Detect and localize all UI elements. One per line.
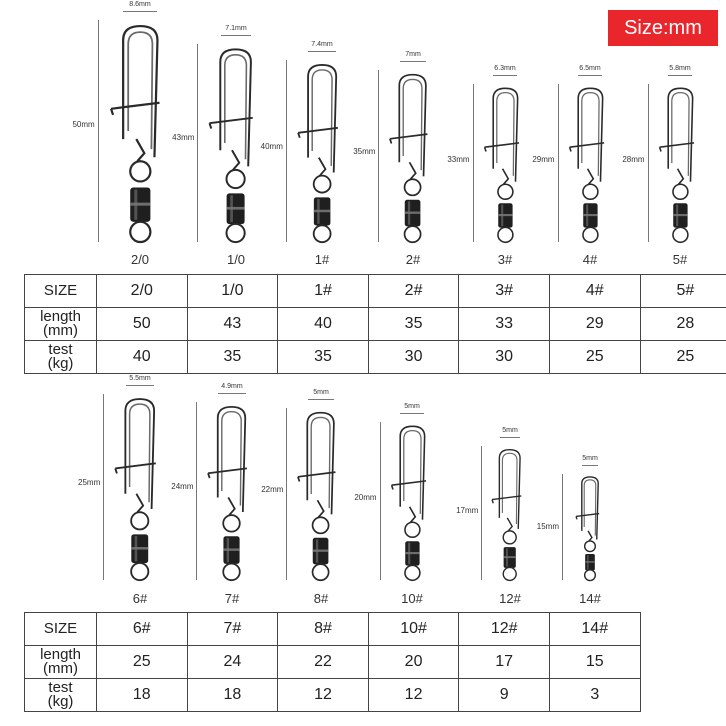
width-label: 8.6mm [129, 1, 151, 8]
barrel-highlight [408, 543, 410, 565]
swivel-item [111, 394, 168, 580]
snap-clip-inner [312, 70, 332, 166]
table-cell: 24 [187, 646, 278, 679]
row-header-text: test [48, 341, 73, 358]
snap-swivel-drawing [111, 394, 168, 580]
swivel-item [386, 70, 439, 242]
snap-clip-inner [496, 93, 513, 176]
table-cell: 25 [549, 341, 640, 374]
barrel-highlight [231, 195, 234, 222]
swivel-wire [319, 158, 326, 176]
length-label: 17mm [456, 506, 479, 516]
table-cell: 25 [97, 646, 188, 679]
table-cell: 1# [278, 275, 369, 308]
width-label: 7mm [405, 51, 421, 58]
width-dimension-line [493, 75, 517, 76]
upper-ring [498, 184, 513, 199]
row-header-text: length [40, 308, 81, 325]
unit-badge: Size:mm [608, 10, 718, 46]
width-label: 5mm [313, 389, 329, 396]
table-cell: 43 [187, 308, 278, 341]
table-cell: 25 [640, 341, 726, 374]
width-dimension-line [400, 61, 427, 62]
length-dimension-line [558, 84, 559, 242]
table-cell: 28 [640, 308, 726, 341]
upper-ring [227, 170, 245, 188]
table-cell: 8# [278, 613, 369, 646]
upper-ring [504, 531, 517, 544]
table-cell: 22 [278, 646, 369, 679]
row-header [25, 341, 97, 374]
lower-ring [583, 227, 598, 242]
width-dimension-line [126, 385, 155, 386]
upper-ring [314, 176, 331, 193]
table-cell: 12# [459, 613, 550, 646]
swivel-item [570, 474, 610, 580]
length-label: 20mm [354, 493, 377, 503]
length-dimension-line [380, 422, 381, 580]
table-cell: 40 [278, 308, 369, 341]
table-cell: 40 [97, 341, 188, 374]
size-row [25, 275, 726, 308]
barrel-band [498, 214, 512, 216]
length-dimension-line [197, 44, 198, 242]
size-caption: 1/0 [226, 252, 246, 267]
barrel-highlight [135, 536, 138, 561]
width-label: 6.5mm [579, 65, 601, 72]
row-header [25, 308, 97, 341]
row-header-text: (mm) [43, 660, 78, 677]
swivel-wire [587, 169, 593, 185]
barrel-highlight [676, 205, 678, 227]
table-cell: 20 [368, 646, 459, 679]
table-cell: 2# [368, 275, 459, 308]
length-dimension-line [378, 70, 379, 242]
width-dimension-line [308, 51, 336, 52]
table-cell: 3# [459, 275, 550, 308]
snap-swivel-drawing [388, 422, 437, 580]
length-dimension-line [648, 84, 649, 242]
barrel-highlight [134, 190, 137, 220]
table-cell: 15 [549, 646, 640, 679]
table-cell: 35 [368, 308, 459, 341]
width-label: 7.1mm [225, 25, 247, 32]
length-label: 35mm [353, 147, 376, 157]
width-dimension-line [308, 399, 335, 400]
swivel-wire [137, 494, 144, 513]
barrel-highlight [586, 205, 588, 227]
size-caption: 3# [497, 252, 513, 267]
upper-ring [585, 541, 596, 552]
barrel-band [224, 548, 240, 550]
snap-swivel-drawing [294, 60, 350, 242]
width-dimension-line [500, 437, 521, 438]
table-cell: 12 [368, 679, 459, 712]
barrel-band [227, 207, 245, 210]
swivel-wire [410, 162, 416, 179]
length-label: 24mm [171, 482, 194, 492]
swivel-item [489, 446, 530, 580]
upper-ring [673, 184, 688, 199]
snap-clip-inner [222, 412, 241, 506]
lower-ring [131, 563, 148, 580]
width-dimension-line [578, 75, 602, 76]
upper-ring [130, 161, 150, 181]
length-label: 43mm [172, 133, 195, 143]
swivel-wire [229, 497, 235, 515]
width-label: 5mm [582, 455, 598, 462]
size-caption: 2# [405, 252, 421, 267]
snap-clip-inner [225, 55, 247, 159]
snap-clip-inner [581, 93, 598, 176]
barrel-band [673, 214, 687, 216]
snap-clip-inner [671, 93, 688, 176]
swivel-item [388, 422, 437, 580]
snap-swivel-drawing [204, 402, 259, 580]
width-dimension-line [582, 465, 598, 466]
row-header [25, 275, 97, 308]
table-cell: 17 [459, 646, 550, 679]
width-dimension-line [668, 75, 692, 76]
length-label: 33mm [447, 155, 470, 165]
barrel-highlight [408, 201, 410, 224]
swivel-wire [409, 507, 415, 523]
table-cell: 5# [640, 275, 726, 308]
lower-ring [314, 225, 331, 242]
table-cell: 30 [459, 341, 550, 374]
swivel-item [106, 20, 175, 242]
swivel-item [294, 408, 347, 580]
swivel-wire [677, 169, 683, 185]
width-label: 7.4mm [311, 41, 333, 48]
row-header-text: SIZE [43, 620, 78, 637]
lower-ring [313, 564, 329, 580]
width-label: 5mm [404, 403, 420, 410]
row-header [25, 646, 97, 679]
snap-clip-inner [503, 453, 518, 524]
barrel-highlight [317, 199, 319, 224]
length-dimension-line [103, 394, 104, 580]
test-row [25, 341, 726, 374]
row-header-text: (mm) [43, 322, 78, 339]
row-header-text: (kg) [47, 693, 74, 710]
length-row [25, 308, 726, 341]
table-cell: 14# [549, 613, 640, 646]
length-label: 29mm [532, 155, 555, 165]
swivel-wire [502, 169, 508, 185]
table-cell: 12 [278, 679, 369, 712]
upper-ring [131, 512, 148, 529]
width-dimension-line [218, 393, 246, 394]
test-row [25, 679, 641, 712]
swivel-item [204, 402, 259, 580]
barrel-band [313, 550, 329, 552]
table-cell: 2/0 [97, 275, 188, 308]
row-header-text: length [40, 646, 81, 663]
swivel-wire [232, 150, 239, 170]
row-header-text: (kg) [47, 355, 74, 372]
row-header [25, 679, 97, 712]
snap-swivel-drawing [489, 446, 530, 580]
row-header-text: SIZE [43, 282, 78, 299]
length-label: 50mm [72, 119, 95, 129]
snap-swivel-drawing [656, 84, 705, 242]
barrel-band [314, 210, 331, 212]
swivel-wire [136, 139, 144, 161]
size-caption: 8# [313, 591, 329, 606]
length-dimension-line [481, 446, 482, 580]
barrel-highlight [506, 548, 508, 566]
barrel-highlight [587, 555, 588, 569]
lower-ring [130, 222, 150, 242]
table-cell: 30 [368, 341, 459, 374]
table-cell: 35 [278, 341, 369, 374]
length-dimension-line [473, 84, 474, 242]
length-dimension-line [286, 408, 287, 580]
size-row [25, 613, 641, 646]
barrel-band [130, 203, 150, 206]
snap-swivel-drawing [205, 44, 266, 242]
swivel-item [656, 84, 705, 242]
barrel-band [132, 547, 149, 550]
width-label: 6.3mm [494, 65, 516, 72]
table-cell: 1/0 [187, 275, 278, 308]
length-row [25, 646, 641, 679]
width-dimension-line [221, 35, 252, 36]
size-caption: 14# [579, 591, 601, 606]
length-label: 15mm [536, 521, 559, 531]
length-label: 40mm [260, 141, 283, 151]
width-label: 5mm [502, 427, 518, 434]
barrel-highlight [501, 205, 503, 227]
width-dimension-line [123, 11, 157, 12]
barrel-band [585, 561, 595, 562]
lower-ring [673, 227, 688, 242]
table-cell: 18 [187, 679, 278, 712]
lower-ring [224, 564, 241, 581]
size-caption: 1# [314, 252, 330, 267]
upper-ring [313, 517, 329, 533]
lower-ring [504, 567, 517, 580]
upper-ring [224, 515, 241, 532]
snap-clip-inner [128, 32, 152, 149]
swivel-wire [588, 531, 592, 542]
table-cell: 29 [549, 308, 640, 341]
length-dimension-line [286, 60, 287, 242]
length-label: 22mm [261, 485, 284, 495]
spec-table-2 [24, 612, 641, 712]
table-cell: 7# [187, 613, 278, 646]
snap-clip-inner [312, 417, 331, 508]
snap-swivel-drawing [570, 474, 610, 580]
size-caption: 2/0 [130, 252, 150, 267]
swivel-item [205, 44, 266, 242]
swivel-item [294, 60, 350, 242]
lower-ring [405, 565, 420, 580]
snap-clip-inner [584, 480, 596, 536]
table-cell: 50 [97, 308, 188, 341]
snap-clip-inner [130, 404, 150, 502]
snap-swivel-drawing [106, 20, 175, 242]
length-dimension-line [98, 20, 99, 242]
width-label: 5.5mm [129, 375, 151, 382]
width-label: 5.8mm [669, 65, 691, 72]
row-header-text: test [48, 679, 73, 696]
snap-swivel-drawing [481, 84, 530, 242]
table-cell: 6# [97, 613, 188, 646]
lower-ring [498, 227, 513, 242]
barrel-band [405, 212, 421, 214]
snap-swivel-drawing [386, 70, 439, 242]
swivel-item [481, 84, 530, 242]
barrel-band [405, 552, 419, 554]
barrel-band [504, 556, 516, 558]
swivel-wire [508, 518, 513, 531]
length-dimension-line [196, 402, 197, 580]
length-dimension-line [562, 474, 563, 580]
upper-ring [405, 179, 421, 195]
upper-ring [405, 522, 420, 537]
length-label: 28mm [622, 155, 645, 165]
lower-ring [227, 224, 245, 242]
lower-ring [585, 570, 596, 581]
table-cell: 18 [97, 679, 188, 712]
snap-swivel-drawing [566, 84, 615, 242]
upper-ring [583, 184, 598, 199]
table-cell: 9 [459, 679, 550, 712]
table-cell: 10# [368, 613, 459, 646]
swivel-item [566, 84, 615, 242]
size-caption: 12# [499, 591, 521, 606]
swivel-wire [318, 500, 324, 517]
table-cell: 3 [549, 679, 640, 712]
table-cell: 33 [459, 308, 550, 341]
width-dimension-line [400, 413, 424, 414]
table-cell: 4# [549, 275, 640, 308]
length-label: 25mm [78, 477, 101, 487]
spec-table-1 [24, 274, 726, 374]
lower-ring [405, 226, 421, 242]
barrel-highlight [227, 538, 229, 562]
size-caption: 7# [224, 591, 240, 606]
barrel-band [583, 214, 597, 216]
snap-clip-inner [404, 79, 423, 170]
size-caption: 4# [582, 252, 598, 267]
table-cell: 35 [187, 341, 278, 374]
barrel-highlight [316, 539, 318, 562]
size-caption: 6# [132, 591, 148, 606]
snap-clip-inner [403, 431, 420, 514]
row-header [25, 613, 97, 646]
size-caption: 5# [672, 252, 688, 267]
size-caption: 10# [401, 591, 423, 606]
snap-swivel-drawing [294, 408, 347, 580]
width-label: 4.9mm [221, 383, 243, 390]
